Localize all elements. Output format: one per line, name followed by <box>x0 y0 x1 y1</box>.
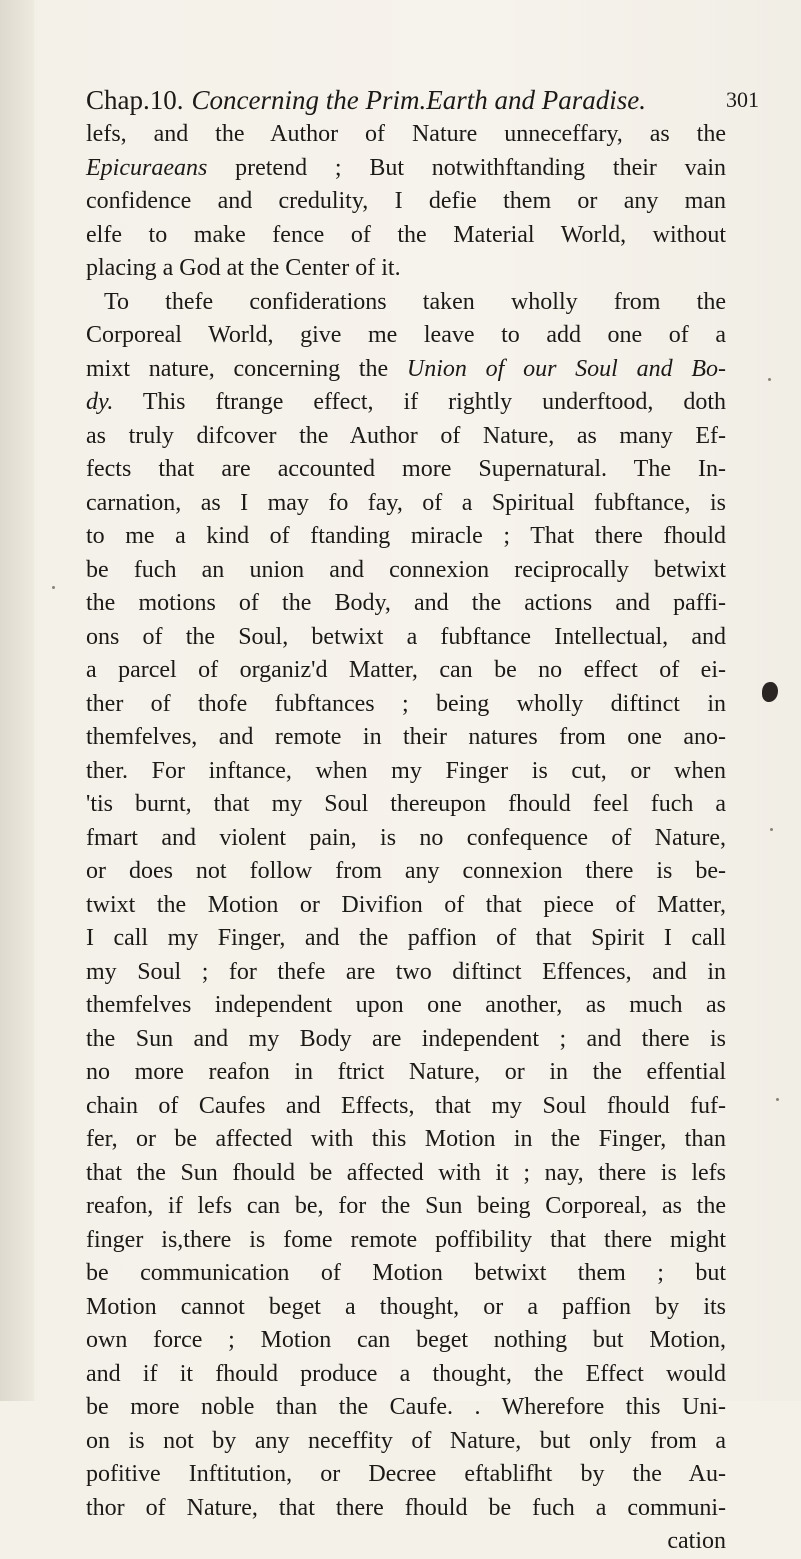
body-text <box>86 118 726 1559</box>
text-line <box>86 1358 726 1392</box>
line-text: the motions of the Body, and the actions and paffi- <box>86 590 726 616</box>
line-text: and if it fhould produce a thought, the Effect would <box>86 1360 726 1387</box>
line-text: or does not follow from any connexion there is be- <box>86 858 726 884</box>
text-line <box>86 286 726 320</box>
text-line <box>86 654 726 688</box>
line-text: the Sun and my Body are independent ; and there is <box>86 1025 726 1052</box>
line-text: Corporeal World, give me leave to add one of a <box>86 322 726 348</box>
line-text: on is not by any neceffity of Nature, but only from a <box>86 1427 726 1454</box>
line-text: mixt nature, concerning the <box>86 355 407 382</box>
line-text: no more reafon in ftrict Nature, or in the effential <box>86 1059 726 1085</box>
line-text: to me a kind of ftanding miracle ; That there fhould <box>86 523 726 549</box>
line-text: ons of the Soul, betwixt a fubftance Intellectual, and <box>86 623 726 650</box>
line-text: reafon, if lefs can be, for the Sun being Corporeal, as the <box>86 1193 726 1219</box>
text-line <box>86 788 726 822</box>
text-line <box>86 1257 726 1291</box>
line-text: own force ; Motion can beget nothing but Motion, <box>86 1327 726 1353</box>
text-line <box>86 688 726 722</box>
text-line <box>86 889 726 923</box>
line-text: pretend ; But notwithftanding their vain <box>207 154 726 181</box>
line-text: finger is,there is fome remote poffibility that there might <box>86 1226 726 1253</box>
paper-speck <box>768 378 771 381</box>
text-line <box>86 755 726 789</box>
line-text: be fuch an union and connexion reciprocally betwixt <box>86 556 726 583</box>
line-text: ther of thofe fubftances ; being wholly diftinct in <box>86 690 726 717</box>
paper-speck <box>770 828 773 831</box>
text-line <box>86 956 726 990</box>
line-text: a parcel of organiz'd Matter, can be no effect of ei- <box>86 657 726 683</box>
text-line <box>86 1056 726 1090</box>
text-line <box>86 1224 726 1258</box>
line-text: chain of Caufes and Effects, that my Soul fhould fuf- <box>86 1092 726 1119</box>
italic-text: dy. <box>86 389 114 415</box>
line-text: thor of Nature, that there fhould be fuch a communi- <box>86 1494 726 1521</box>
line-text: fmart and violent pain, is no confequence of Nature, <box>86 824 726 851</box>
text-line <box>86 185 726 219</box>
line-text: carnation, as I may fo fay, of a Spiritual fubftance, is <box>86 489 726 516</box>
text-line <box>86 252 726 286</box>
line-text: lefs, and the Author of Nature unneceffary, as the <box>86 121 726 147</box>
text-line <box>86 520 726 554</box>
line-text: Motion cannot beget a thought, or a paffion by its <box>86 1293 726 1320</box>
running-header <box>86 84 786 116</box>
paper-speck <box>52 586 55 589</box>
italic-text: Epicuraeans <box>86 154 208 181</box>
text-line <box>86 353 726 387</box>
line-text: themfelves independent upon one another, as much as <box>86 992 726 1018</box>
text-line <box>86 1391 726 1425</box>
text-line <box>86 554 726 588</box>
line-text: placing a God at the Center of it. <box>86 255 401 281</box>
text-line <box>86 152 726 186</box>
text-line <box>86 1425 726 1459</box>
text-line <box>86 1525 726 1559</box>
text-line <box>86 989 726 1023</box>
text-line <box>86 1090 726 1124</box>
text-line <box>86 319 726 353</box>
text-line <box>86 1157 726 1191</box>
text-line <box>86 1123 726 1157</box>
line-text: fects that are accounted more Supernatural. The In- <box>86 456 726 482</box>
text-line <box>86 922 726 956</box>
line-text: be communication of Motion betwixt them ; but <box>86 1260 726 1286</box>
text-line <box>86 822 726 856</box>
line-text: elfe to make fence of the Material World, without <box>86 221 726 248</box>
text-line <box>86 721 726 755</box>
line-text: To thefe confiderations taken wholly from the <box>104 288 726 315</box>
line-text: be more noble than the Caufe. . Wherefore this Uni- <box>86 1394 726 1420</box>
text-line <box>86 118 726 152</box>
line-text: pofitive Inftitution, or Decree eftablifht by the Au- <box>86 1461 726 1487</box>
line-text: fer, or be affected with this Motion in the Finger, than <box>86 1126 726 1152</box>
line-text: my Soul ; for thefe are two diftinct Effences, and in <box>86 958 726 985</box>
text-line <box>86 1291 726 1325</box>
chapter-label: Chap.10. <box>86 85 184 115</box>
text-line <box>86 1023 726 1057</box>
page-number: 301 <box>726 87 759 112</box>
line-text: 'tis burnt, that my Soul thereupon fhould feel fuch a <box>86 791 726 817</box>
text-line <box>86 855 726 889</box>
line-text: as truly difcover the Author of Nature, as many Ef- <box>86 422 726 449</box>
text-line <box>86 1458 726 1492</box>
line-text: This ftrange effect, if rightly underftood, doth <box>113 389 726 415</box>
line-text: cation <box>667 1528 726 1554</box>
text-line <box>86 487 726 521</box>
line-text: ther. For inftance, when my Finger is cut, or when <box>86 757 726 784</box>
text-line <box>86 219 726 253</box>
line-text: themfelves, and remote in their natures from one ano- <box>86 724 726 750</box>
line-text: twixt the Motion or Divifion of that piece of Matter, <box>86 891 726 918</box>
text-line <box>86 386 726 420</box>
line-text: confidence and credulity, I defie them or any man <box>86 188 726 214</box>
text-line <box>86 621 726 655</box>
running-title: Concerning the Prim.Earth and Paradise. <box>191 85 646 115</box>
text-line <box>86 420 726 454</box>
ink-blot <box>762 682 778 702</box>
paper-speck <box>776 1098 779 1101</box>
line-text: I call my Finger, and the paffion of that Spirit I call <box>86 925 726 951</box>
line-text: that the Sun fhould be affected with it ; nay, there is lefs <box>86 1159 726 1186</box>
italic-text: Union of our Soul and Bo- <box>406 355 727 382</box>
text-line <box>86 587 726 621</box>
text-line <box>86 1492 726 1526</box>
text-line <box>86 453 726 487</box>
page-gutter-shadow <box>0 0 34 1401</box>
text-line <box>86 1190 726 1224</box>
text-line <box>86 1324 726 1358</box>
